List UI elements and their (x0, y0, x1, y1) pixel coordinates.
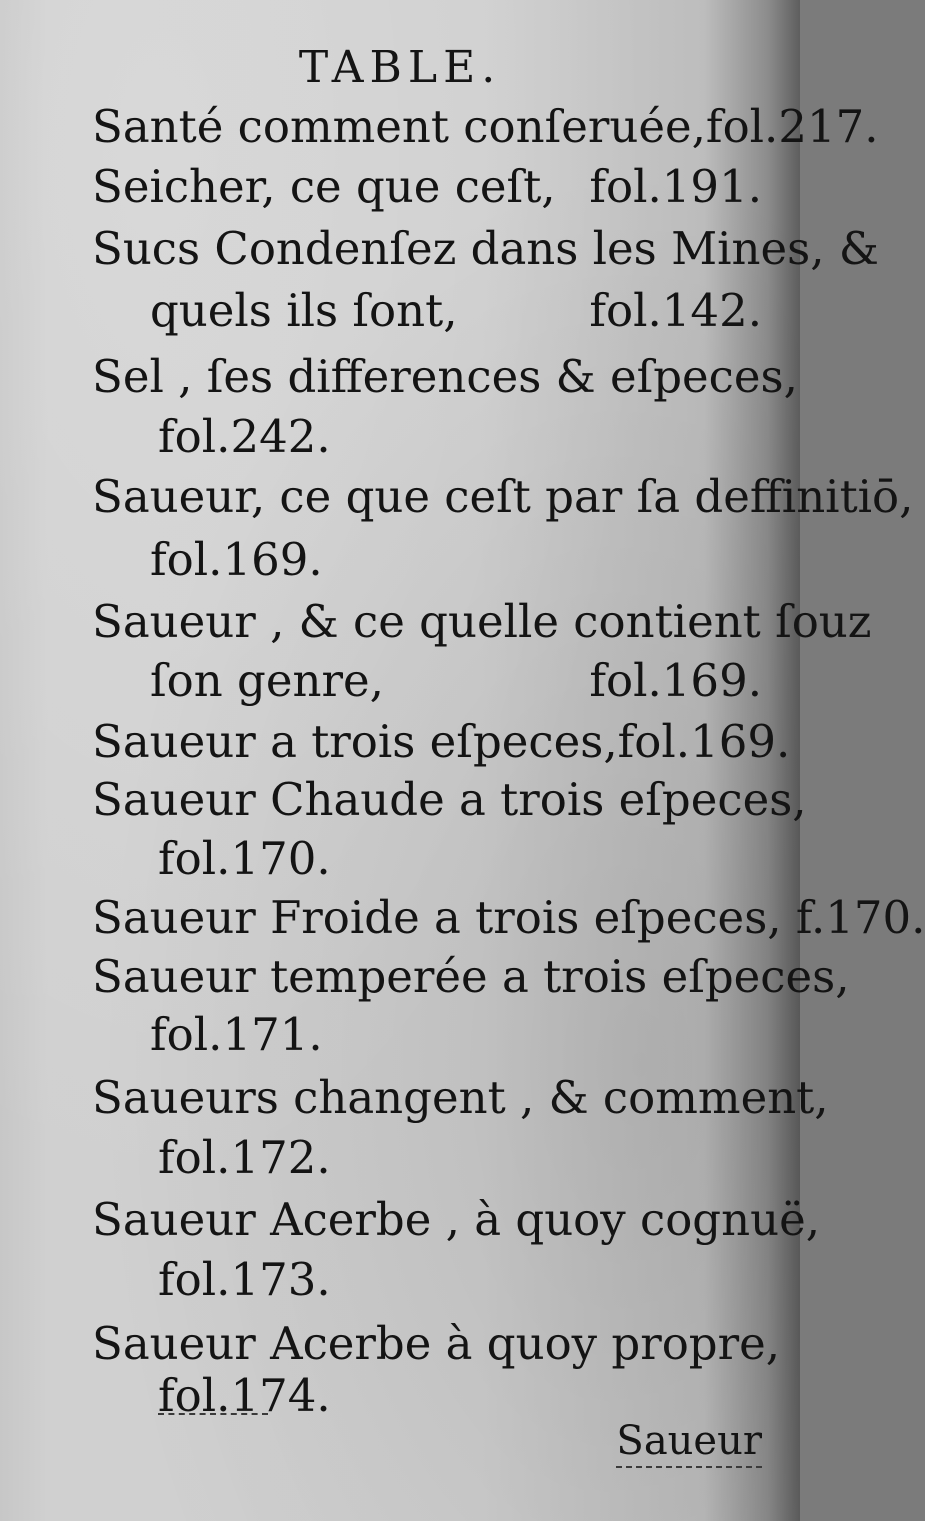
entry-text: Sel , ſes differences & eſpeces, (92, 350, 798, 403)
entry-text: Seicher, ce que ceſt, (92, 160, 556, 213)
index-entry (92, 1314, 781, 1374)
entry-text: fol.170. (158, 832, 331, 885)
entry-text: Santé comment conſeruée, (92, 100, 706, 153)
entry-text: Saueur Froide a trois eſpeces, f.170. (92, 891, 925, 944)
index-entry-continuation (158, 407, 762, 467)
index-entry (92, 1190, 820, 1250)
entry-text: Saueur temperée a trois eſpeces, (92, 950, 850, 1003)
entry-text: fol.169. (150, 533, 323, 586)
entry-text: Saueur a trois eſpeces, (92, 715, 618, 768)
index-entry (92, 1068, 829, 1128)
entry-text: Saueur Chaude a trois eſpeces, (92, 773, 807, 826)
entry-text: fol.242. (158, 410, 331, 463)
entry-text: fol.173. (158, 1253, 331, 1306)
index-entry-continuation (158, 1250, 762, 1310)
index-entry (92, 947, 850, 1007)
entry-text: ſon genre, (150, 654, 384, 707)
entry-text: Saueur, ce que ceſt par ſa deffinitiō, (92, 470, 914, 523)
index-entry (92, 592, 872, 652)
entry-text: Saueurs changent , & comment, (92, 1071, 829, 1124)
entry-folio: fol.169. (589, 654, 762, 707)
index-entry (92, 467, 914, 527)
index-entry-continuation (150, 651, 762, 711)
entry-folio: fol.169. (617, 715, 791, 768)
index-entry (92, 157, 762, 217)
entry-text: Saueur , & ce quelle contient ſouz (92, 595, 872, 648)
index-entry (92, 347, 798, 407)
entry-text: Saueur Acerbe à quoy propre, (92, 1317, 781, 1370)
entry-text: quels ils ſont, (150, 284, 458, 337)
entry-text: fol.171. (150, 1008, 323, 1061)
entry-folio: fol.142. (589, 284, 762, 337)
dashed-rule (158, 1413, 268, 1415)
index-entry-continuation (158, 829, 762, 889)
index-entry (92, 219, 879, 279)
catchword: Saueur (616, 1418, 762, 1468)
entry-text: Saueur Acerbe , à quoy cognuë, (92, 1193, 820, 1246)
entry-text: Sucs Condenſez dans les Mines, & (92, 222, 879, 275)
index-entry-continuation (158, 1366, 762, 1426)
entry-folio: fol.191. (589, 160, 762, 213)
index-entry (92, 97, 879, 157)
index-entry (92, 770, 807, 830)
index-entry (92, 888, 925, 948)
index-entry-continuation (150, 530, 762, 590)
entry-folio: fol.217. (705, 100, 879, 153)
page-header: TABLE. (298, 42, 502, 93)
index-entry-continuation (150, 281, 762, 341)
index-entry (92, 712, 791, 772)
index-entry-continuation (158, 1128, 762, 1188)
entry-text: fol.172. (158, 1131, 331, 1184)
index-entry-continuation (150, 1005, 762, 1065)
entry-text: fol.174. (158, 1369, 331, 1422)
